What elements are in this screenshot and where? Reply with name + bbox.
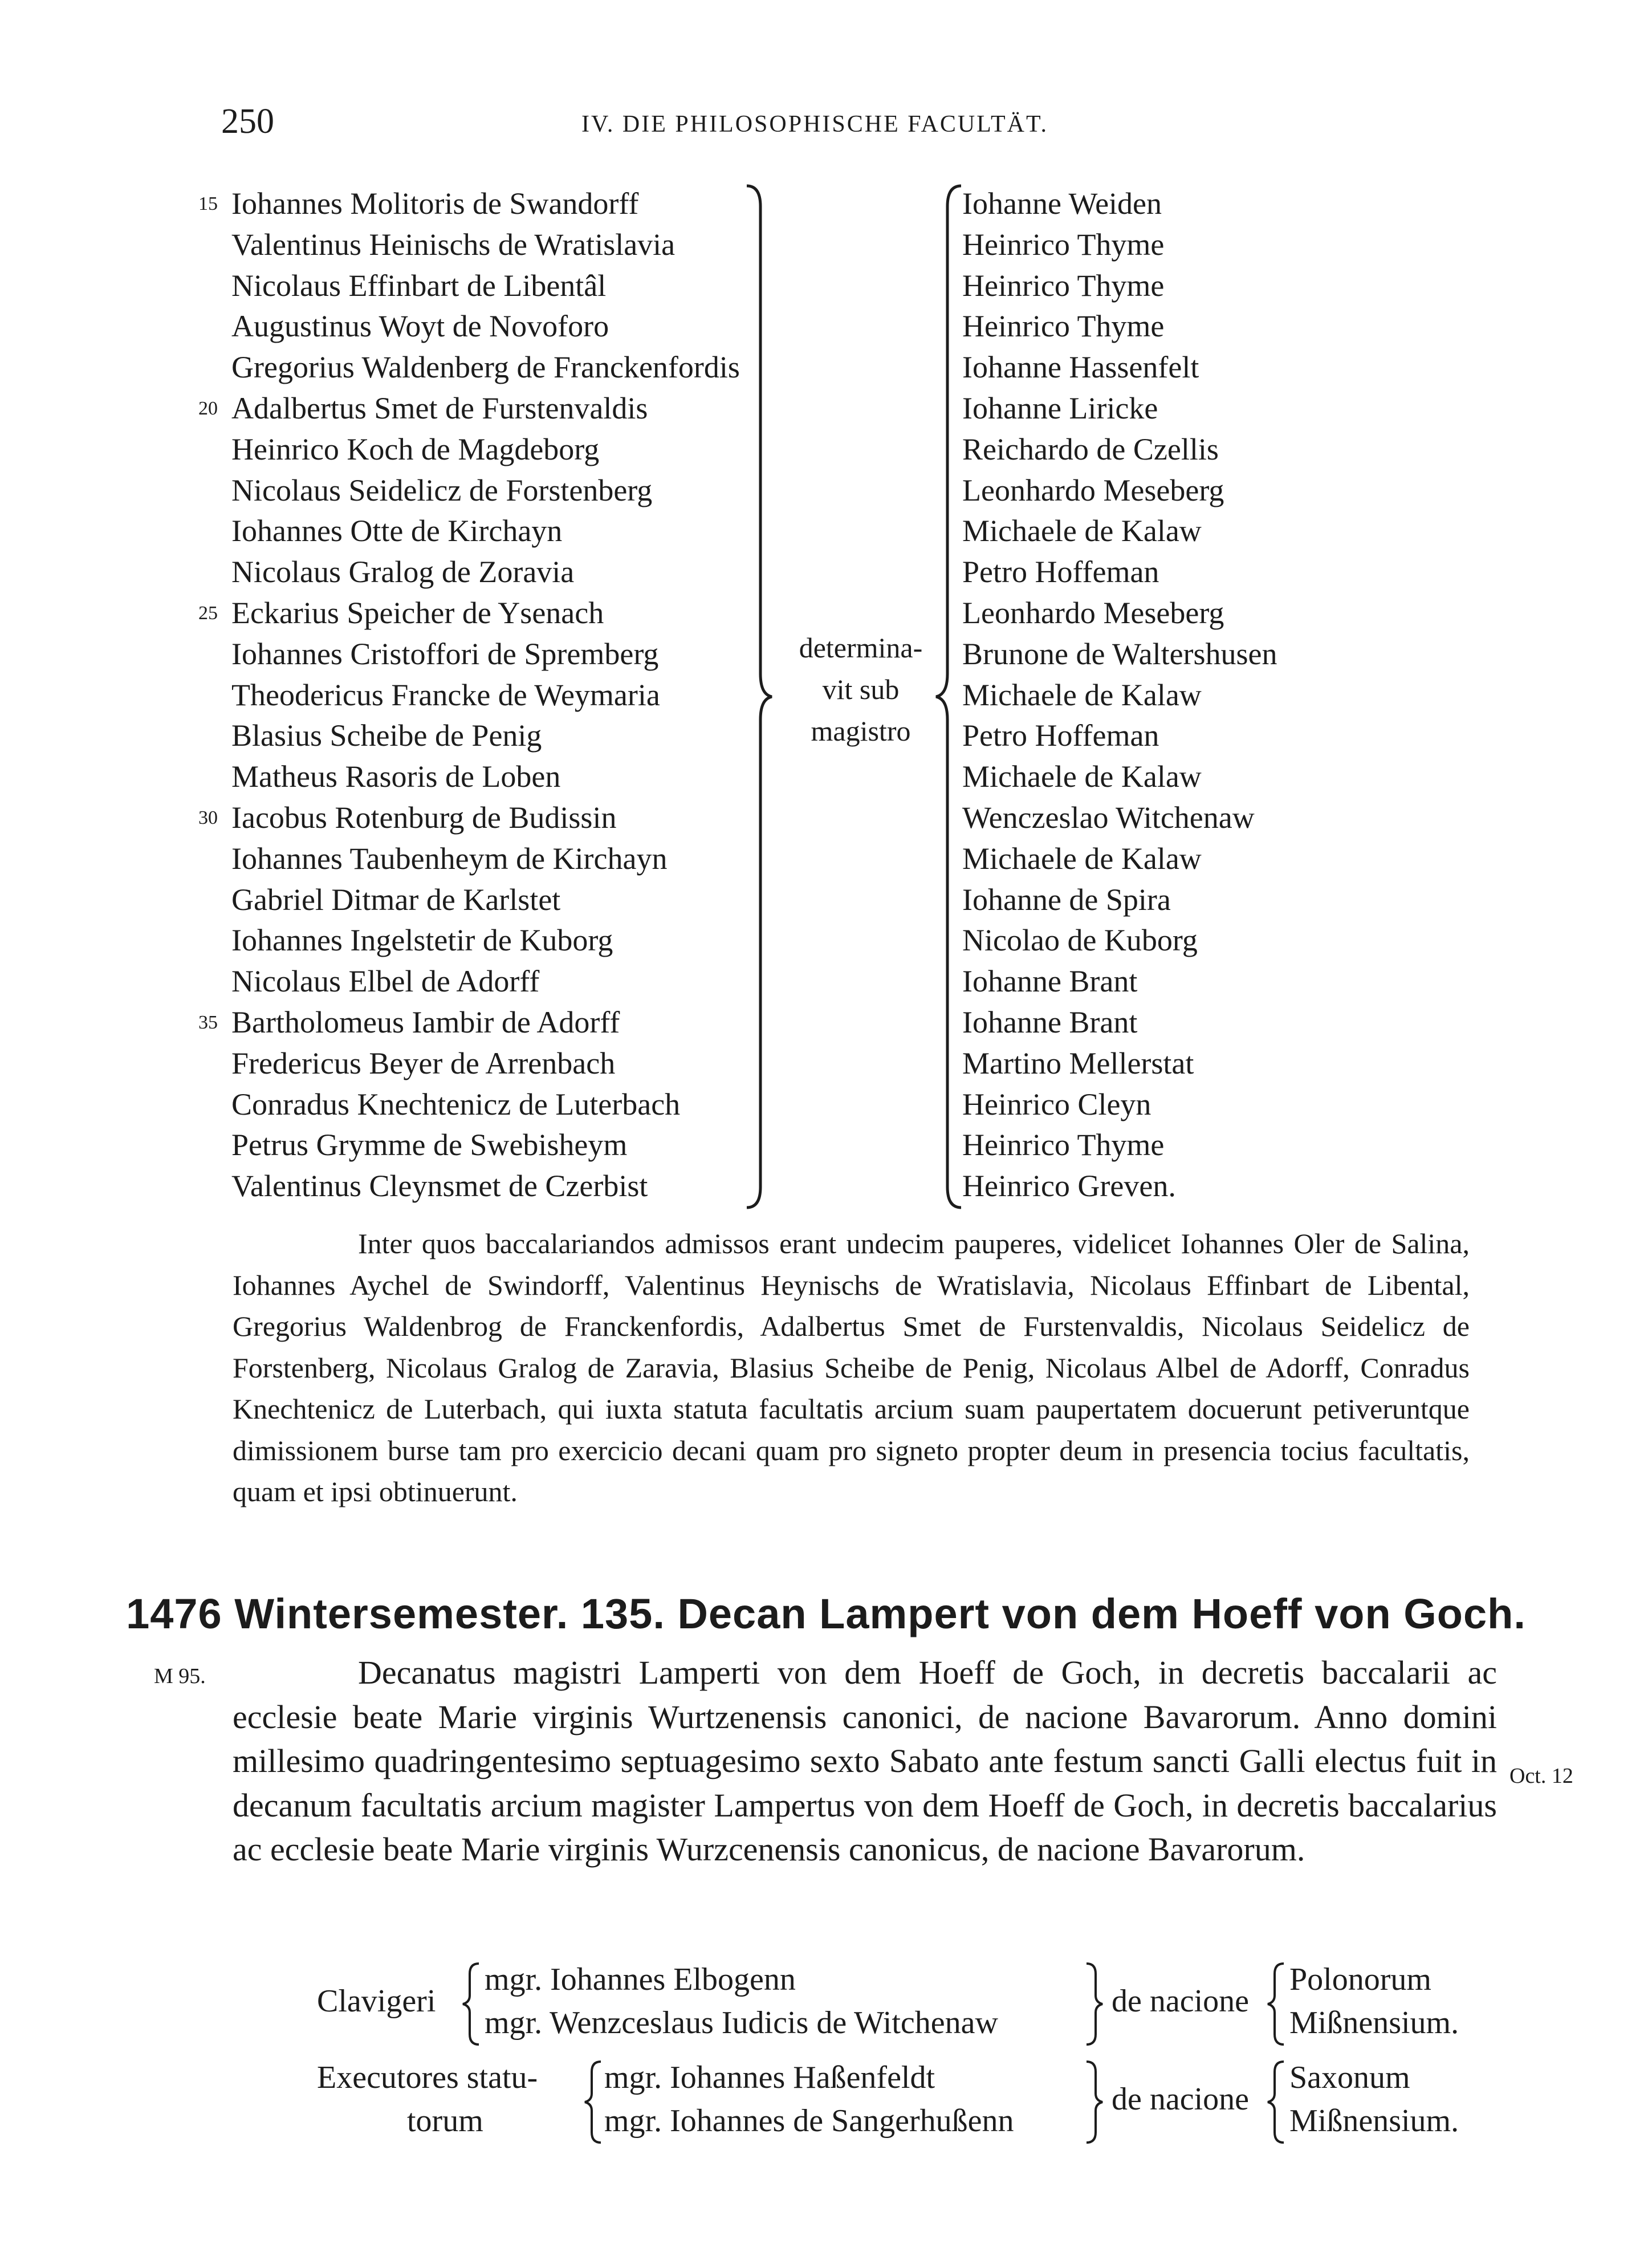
table-row [0,429,1652,470]
clavigeri-label: Clavigeri [317,1984,436,2019]
examiner-name: Leonhardo Meseberg [962,473,1224,507]
table-row [0,1002,1652,1043]
examiner-name: Martino Mellerstat [962,1046,1194,1080]
determination-verb [794,627,928,752]
table-row [0,1043,1652,1084]
paupers-paragraph [233,1223,1470,1513]
line-number: 20 [198,397,218,419]
running-title: IV. DIE PHILOSOPHISCHE FACULTÄT. [581,111,1049,137]
section-heading-text: 1476 Wintersemester. 135. Decan Lampert von dem Hoeff von Goch. [126,1590,1526,1637]
left-table-brace [741,184,775,1210]
table-row [0,225,1652,266]
examiner-name: Petro Hoffeman [962,718,1159,753]
examiner-name: Reichardo de Czellis [962,432,1219,466]
margin-note: M 95. [154,1664,206,1688]
student-name: Fredericus Beyer de Arrenbach [231,1046,616,1080]
table-row [0,306,1652,347]
table-row [0,839,1652,880]
clavigeri-nation: Mißnensium. [1289,2005,1459,2041]
examiner-name: Heinrico Cleyn [962,1087,1151,1121]
clavigeri-name: mgr. Iohannes Elbogenn [485,1962,796,1997]
line-number: 35 [198,1011,218,1033]
examiner-name: Iohanne Weiden [962,186,1162,221]
student-name: Iohannes Ingelstetir de Kuborg [231,923,613,958]
table-row [0,552,1652,593]
section-heading [0,1590,1652,1638]
student-name: Petrus Grymme de Swebisheym [231,1128,628,1163]
executores-de-nacione: de nacione [1112,2082,1249,2117]
student-name: Augustinus Woyt de Novoforo [231,309,609,344]
examiner-name: Wenczeslao Witchenaw [962,800,1255,835]
table-row [0,266,1652,307]
page-header [0,101,1652,147]
executores-name: mgr. Iohannes de Sangerhußenn [604,2103,1014,2139]
student-name: Heinrico Koch de Magdeborg [231,432,600,466]
table-row [0,1125,1652,1166]
clavigeri-name: mgr. Wenzceslaus Iudicis de Witchenaw [485,2005,998,2041]
decanate-paragraph [233,1651,1497,1872]
table-row [0,961,1652,1002]
student-name: Valentinus Cleynsmet de Czerbist [231,1169,648,1204]
examiner-name: Michaele de Kalaw [962,514,1202,548]
table-row [0,511,1652,552]
table-row [0,757,1652,798]
examiner-name: Iohanne de Spira [962,882,1171,917]
table-row [0,184,1652,225]
table-row [0,388,1652,429]
clavigeri-left-brace [459,1961,482,2047]
paupers-text: Inter quos baccalariandos admissos erant undecim pauperes, videlicet Iohannes Oler de Salina, Iohannes Aychel de Swindorff, Valentinus Heynischs de Wratislavia, Nicolaus Effinbart de Libental, Gregorius Waldenbrog de Franckenfordis, Adalbertus Smet de Furstenvaldis, Nicolaus Seidelicz de Forstenberg, Nicolaus Gralog de Zaravia, Blasius Scheibe de Penig, Nicolaus Albel de Adorff, Conradus Knechtenicz de Luterbach, qui iuxta statuta facultatis arcium suam paupertatem docuerunt petiveruntque dimissionem burse tam pro exercicio decani quam pro signeto propter deum in presencia tocius facultatis, quam et ipsi obtinuerunt. [233,1228,1470,1507]
clavigeri-nation: Polonorum [1289,1962,1431,1997]
student-name: Iohannes Taubenheym de Kirchayn [231,841,668,876]
examiner-name: Iohanne Liricke [962,391,1158,425]
student-name: Theodericus Francke de Weymaria [231,677,660,712]
executores-right-brace [1083,2059,1106,2145]
examiner-name: Iohanne Brant [962,964,1138,999]
student-name: Conradus Knechtenicz de Luterbach [231,1087,681,1121]
student-name: Iacobus Rotenburg de Budissin [231,800,617,835]
examiner-name: Leonhardo Meseberg [962,595,1224,630]
executores-nation-brace [1264,2059,1287,2145]
examiner-name: Heinrico Thyme [962,268,1165,303]
student-name: Nicolaus Elbel de Adorff [231,964,540,999]
examiner-name: Michaele de Kalaw [962,759,1202,794]
examiner-name: Iohanne Brant [962,1005,1138,1039]
student-name: Iohannes Cristoffori de Spremberg [231,636,659,671]
table-row [0,880,1652,921]
examiner-name: Heinrico Thyme [962,1128,1165,1163]
table-row [0,347,1652,388]
student-name: Matheus Rasoris de Loben [231,759,561,794]
table-row [0,1084,1652,1125]
right-table-brace [933,184,967,1210]
student-name: Gabriel Ditmar de Karlstet [231,882,561,917]
student-name: Nicolaus Gralog de Zoravia [231,555,575,590]
executores-nation: Mißnensium. [1289,2103,1459,2139]
examiner-name: Iohanne Hassenfelt [962,350,1199,385]
table-row [0,920,1652,961]
examiner-name: Michaele de Kalaw [962,841,1202,876]
student-name: Adalbertus Smet de Furstenvaldis [231,391,648,425]
student-name: Nicolaus Seidelicz de Forstenberg [231,473,653,507]
table-row [0,798,1652,839]
verb-line: vit sub [822,673,900,705]
verb-line: magistro [811,715,911,747]
line-number: 25 [198,602,218,624]
line-number: 15 [198,193,218,214]
line-number: 30 [198,807,218,828]
examiner-name: Petro Hoffeman [962,555,1159,590]
examiner-name: Nicolao de Kuborg [962,923,1198,958]
executores-left-brace [581,2059,604,2145]
page-number: 250 [221,102,274,141]
student-name: Eckarius Speicher de Ysenach [231,595,604,630]
date-margin-note: Oct. 12 [1509,1764,1573,1788]
student-name: Bartholomeus Iambir de Adorff [231,1005,620,1039]
table-row [0,1166,1652,1207]
executores-label-line1: Executores statu- [317,2060,538,2095]
examiner-name: Heinrico Thyme [962,227,1165,262]
student-name: Iohannes Otte de Kirchayn [231,514,563,548]
student-name: Gregorius Waldenberg de Franckenfordis [231,350,740,385]
executores-label-line2: torum [407,2103,483,2139]
decanate-text: Decanatus magistri Lamperti von dem Hoeff de Goch, in decretis baccalarii ac ecclesie beate Marie virginis Wurtzenensis canonici, de nacione Bavarorum. Anno domini millesimo quadringentesimo septuagesimo sexto Sabato ante festum sancti Galli electus fuit in decanum facultatis arcium magister Lampertus von dem Hoeff de Goch, in decretis baccalarius ac ecclesie beate Marie virginis Wurzcenensis canonicus, de nacione Bavarorum. [233,1654,1497,1868]
student-name: Valentinus Heinischs de Wratislavia [231,227,676,262]
examiner-name: Heinrico Greven. [962,1169,1176,1204]
student-name: Iohannes Molitoris de Swandorff [231,186,639,221]
clavigeri-right-brace [1083,1961,1106,2047]
clavigeri-de-nacione: de nacione [1112,1984,1249,2019]
executores-name: mgr. Iohannes Haßenfeldt [604,2060,935,2095]
examiner-name: Brunone de Waltershusen [962,636,1277,671]
table-row [0,470,1652,511]
examiner-name: Heinrico Thyme [962,309,1165,344]
clavigeri-nation-brace [1264,1961,1287,2047]
verb-line: determina- [799,632,923,664]
executores-nation: Saxonum [1289,2060,1410,2095]
examiner-name: Michaele de Kalaw [962,677,1202,712]
student-name: Nicolaus Effinbart de Libentâl [231,268,607,303]
student-name: Blasius Scheibe de Penig [231,718,542,753]
